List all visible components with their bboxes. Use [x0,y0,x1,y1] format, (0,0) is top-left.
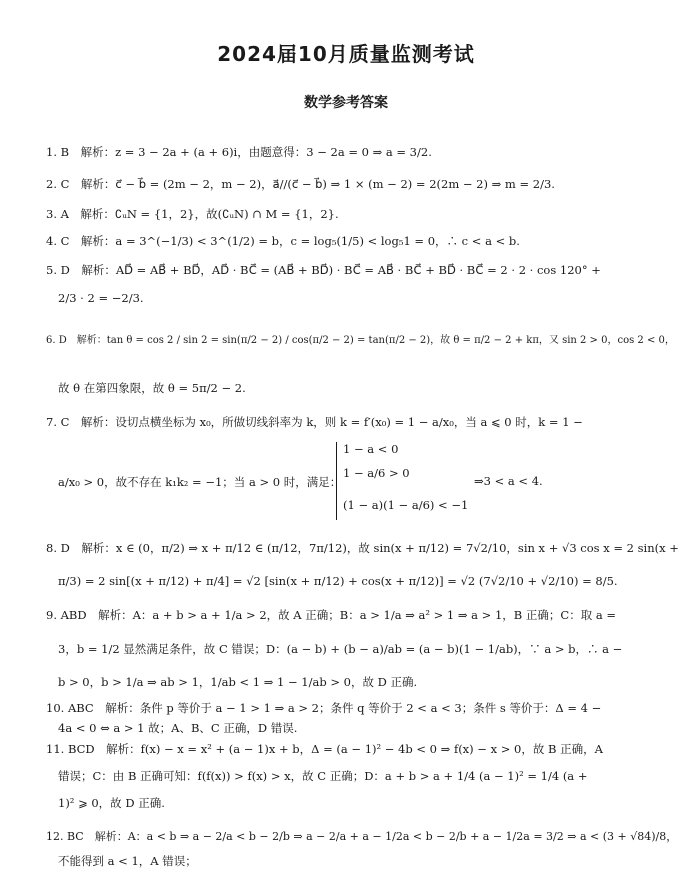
answer-line: 10. ABC 解析：条件 p 等价于 a − 1 > 1 ⇒ a > 2；条件 q 等价于 2 < a < 3；条件 s 等价于：Δ = 4 − [46,701,602,715]
answer-line: 1. B 解析：z = 3 − 2a + (a + 6)i，由题意得：3 − 2a = 0 ⇒ a = 3/2. [46,145,432,159]
answer-line: π/3) = 2 sin[(x + π/12) + π/4] = √2 [sin(x + π/12) + cos(x + π/12)] = √2 (7√2/10 + √2/10) = 8/5. [58,574,618,588]
answer-line: 11. BCD 解析：f(x) − x = x² + (a − 1)x + b，Δ = (a − 1)² − 4b < 0 ⇒ f(x) − x > 0，故 B 正确，A [46,742,603,756]
answer-line: 12. BC 解析：A：a < b ⇒ a − 2/a < b − 2/b ⇒ a − 2/a + a − 1/2a < b − 2/b + a − 1/2a = 3/2 ⇒ a < (3 + √84)/8， [46,830,678,843]
system-row: 1 − a/6 > 0 [343,466,410,480]
answer-line: 3，b = 1/2 显然满足条件，故 C 错误；D：(a − b) + (b − a)/ab = (a − b)(1 − 1/ab)，∵ a > b，∴ a − [58,642,623,656]
inequality-system [336,442,467,520]
answer-line: 4. C 解析：a = 3^(−1/3) < 3^(1/2) = b，c = log₅(1/5) < log₅1 = 0，∴ c < a < b. [46,234,520,248]
answer-line: 8. D 解析：x ∈ (0，π/2) ⇒ x + π/12 ∈ (π/12，7π/12)，故 sin(x + π/12) = 7√2/10，sin x + √3 cos x = 2 sin(x + [46,541,679,555]
system-row: (1 − a)(1 − a/6) < −1 [343,498,469,512]
answer-line: 6. D 解析：tan θ = cos 2 / sin 2 = sin(π/2 − 2) / cos(π/2 − 2) = tan(π/2 − 2)，故 θ = π/2 − 2 + kπ，又 sin 2 > 0，cos 2 < 0， [46,335,675,346]
answer-line: 3. A 解析：∁ᵤN = {1，2}，故(∁ᵤN) ∩ M = {1，2}. [46,207,339,221]
answer-line: 2. C 解析：c⃗ − b⃗ = (2m − 2，m − 2)，a⃗//(c⃗ − b⃗) ⇒ 1 × (m − 2) = 2(2m − 2) ⇒ m = 2/3. [46,177,555,191]
answer-line: 故 θ 在第四象限，故 θ = 5π/2 − 2. [58,381,246,395]
system-result: ⇒3 < a < 4. [474,474,543,488]
answer-line: 不能得到 a < 1，A 错误； [58,854,197,868]
answer-line: 1)² ⩾ 0，故 D 正确. [58,796,165,810]
answer-line: 9. ABD 解析：A：a + b > a + 1/a > 2，故 A 正确；B：a > 1/a ⇒ a² > 1 ⇒ a > 1，B 正确；C：取 a = [46,608,617,622]
system-row: 1 − a < 0 [343,442,399,456]
page-subtitle: 数学参考答案 [304,95,388,111]
answer-line: 2/3 · 2 = −2/3. [58,291,144,305]
answer-line: 4a < 0 ⇔ a > 1 故；A、B、C 正确，D 错误. [58,721,298,735]
answer-line: a/x₀ > 0，故不存在 k₁k₂ = −1；当 a > 0 时，满足： [58,475,342,489]
answer-line: 5. D 解析：AD⃗ = AB⃗ + BD⃗，AD⃗ · BC⃗ = (AB⃗ + BD⃗) · BC⃗ = AB⃗ · BC⃗ + BD⃗ · BC⃗ = 2 · 2 · cos 120° + [46,263,601,277]
answer-line: b > 0，b > 1/a ⇒ ab > 1，1/ab < 1 ⇒ 1 − 1/ab > 0，故 D 正确. [58,675,418,689]
answer-line: 错误；C：由 B 正确可知：f(f(x)) > f(x) > x，故 C 正确；D：a + b > a + 1/4 (a − 1)² = 1/4 (a + [58,769,588,783]
answer-line: 7. C 解析：设切点横坐标为 x₀，所做切线斜率为 k，则 k = f′(x₀) = 1 − a/x₀，当 a ⩽ 0 时，k = 1 − [46,415,583,429]
page-title: 2024届10月质量监测考试 [217,42,475,66]
